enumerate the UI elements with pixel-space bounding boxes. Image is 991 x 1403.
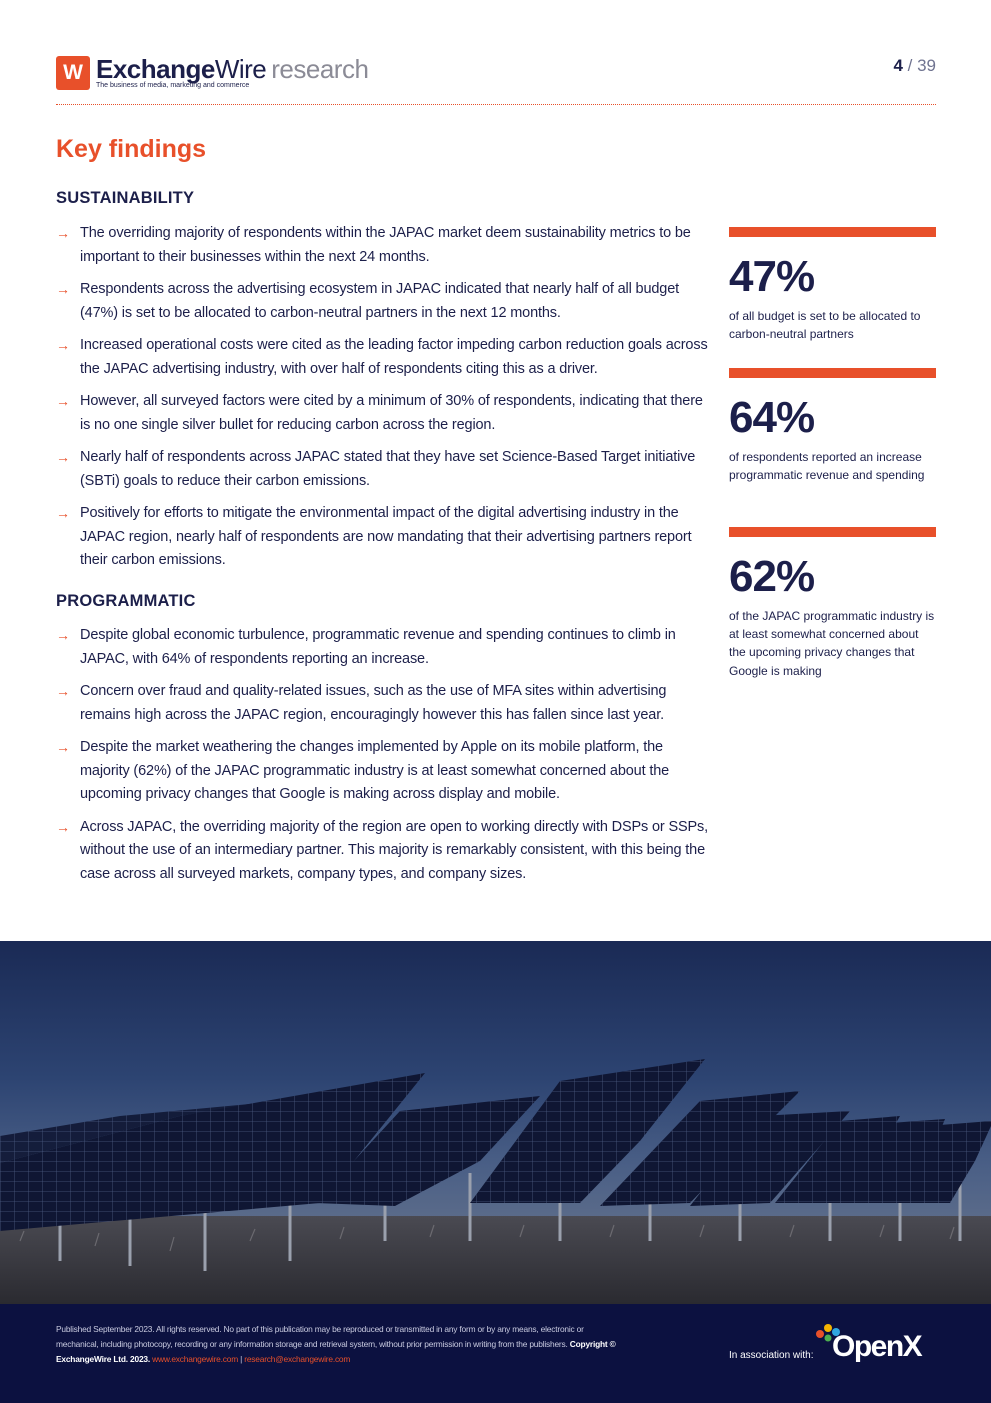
section-heading-sustainability: SUSTAINABILITY — [56, 189, 195, 207]
stat-value: 62% — [729, 552, 815, 601]
arrow-right-icon: → — [56, 225, 70, 241]
arrow-right-icon: → — [56, 739, 70, 755]
arrow-right-icon: → — [56, 818, 70, 835]
arrow-right-icon: → — [56, 393, 70, 409]
list-item: → Despite global economic turbulence, programmatic revenue and spending continues to climb in JAPAC, with 64% of respondents reporting an increase. — [56, 624, 711, 671]
page-number — [893, 56, 936, 76]
brand-bold: Exchange — [96, 54, 215, 84]
legal-text: Published September 2023. All rights reserved. No part of this publication may be reproduced or transmitted in any form or by any means, electronic or mechanical, including photocopy, recording or any information storage and retrieval system, without prior permission in writing from the publishers. — [56, 1324, 584, 1349]
list-item: → Nearly half of respondents across JAPAC stated that they have set Science-Based Target initiative (SBTi) goals to reduce their carbon emissions. — [56, 446, 711, 493]
brand-light: research — [271, 54, 369, 84]
stat-description: of respondents reported an increase programmatic revenue and spending — [729, 450, 925, 483]
stat-accent-bar — [729, 227, 936, 237]
arrow-right-icon: → — [56, 281, 70, 297]
arrow-right-icon: → — [56, 505, 70, 521]
list-item: → Respondents across the advertising ecosystem in JAPAC indicated that nearly half of all budget (47%) is set to be allocated to carbon-neutral partners in the next 12 months. — [56, 278, 711, 325]
copyright-text: Copyright © ExchangeWire Ltd. 2023. — [56, 1339, 616, 1364]
openx-wordmark: OpenX — [832, 1330, 922, 1363]
arrow-right-icon: → — [56, 683, 70, 699]
list-item: → Increased operational costs were cited as the leading factor impeding carbon reduction goals across the JAPAC advertising industry, with over half of respondents citing this as a driver. — [56, 334, 711, 381]
stat-block-privacy — [729, 527, 936, 680]
page-total: / 39 — [907, 56, 936, 75]
page-footer — [0, 1304, 991, 1403]
legal-notice — [56, 1322, 626, 1367]
association-label: In association with: — [729, 1350, 814, 1361]
stat-accent-bar — [729, 368, 936, 378]
report-header — [56, 54, 936, 94]
list-item: → However, all surveyed factors were cited by a minimum of 30% of respondents, indicating that there is no one single silver bullet for reducing carbon across the region. — [56, 390, 711, 437]
email-link[interactable]: research@exchangewire.com — [244, 1354, 351, 1364]
openx-logo — [812, 1320, 936, 1370]
arrow-right-icon: → — [56, 337, 70, 353]
list-item: → Concern over fraud and quality-related issues, such as the use of MFA sites within advertising remains high across the JAPAC region, encouragingly however this has fallen since last year. — [56, 680, 711, 727]
link-separator: | — [240, 1354, 243, 1364]
brand-regular: Wire — [214, 54, 267, 84]
sustainability-list — [56, 222, 711, 582]
header-divider — [56, 104, 936, 105]
stat-description: of the JAPAC programmatic industry is at least somewhat concerned about the upcoming privacy changes that Google is making — [729, 609, 935, 678]
brand-tagline: The business of media, marketing and commerce — [96, 82, 250, 89]
exchangewire-logo-icon: W — [56, 56, 90, 90]
brand-wordmark — [96, 54, 368, 84]
website-link[interactable]: www.exchangewire.com — [152, 1354, 238, 1364]
stat-value: 64% — [729, 393, 815, 442]
solar-panels-photo — [0, 941, 991, 1304]
stat-description: of all budget is set to be allocated to carbon-neutral partners — [729, 309, 921, 342]
page-current: 4 — [893, 56, 903, 75]
stat-block-revenue — [729, 368, 936, 484]
list-item: → Despite the market weathering the changes implemented by Apple on its mobile platform, the majority (62%) of the JAPAC programmatic industry is at least somewhat concerned about the upcoming privacy changes that Google is making across display and mobile. — [56, 736, 711, 807]
section-heading-programmatic: PROGRAMMATIC — [56, 592, 196, 610]
page-title: Key findings — [56, 135, 207, 163]
arrow-right-icon: → — [56, 627, 70, 643]
list-item: → The overriding majority of respondents within the JAPAC market deem sustainability metrics to be important to their businesses within the next 24 months. — [56, 222, 711, 269]
list-item: → Across JAPAC, the overriding majority of the region are open to working directly with DSPs or SSPs, without the use of an intermediary partner. This majority is remarkably consistent, with this being the case across all surveyed markets, company types, and company sizes. — [56, 816, 711, 887]
stat-block-budget — [729, 227, 936, 343]
arrow-right-icon: → — [56, 449, 70, 465]
list-item: → Positively for efforts to mitigate the environmental impact of the digital advertising industry in the JAPAC region, nearly half of respondents are now mandating that their advertising partners report their carbon emissions. — [56, 502, 711, 573]
stat-accent-bar — [729, 527, 936, 537]
stat-value: 47% — [729, 252, 815, 301]
programmatic-list — [56, 624, 711, 895]
